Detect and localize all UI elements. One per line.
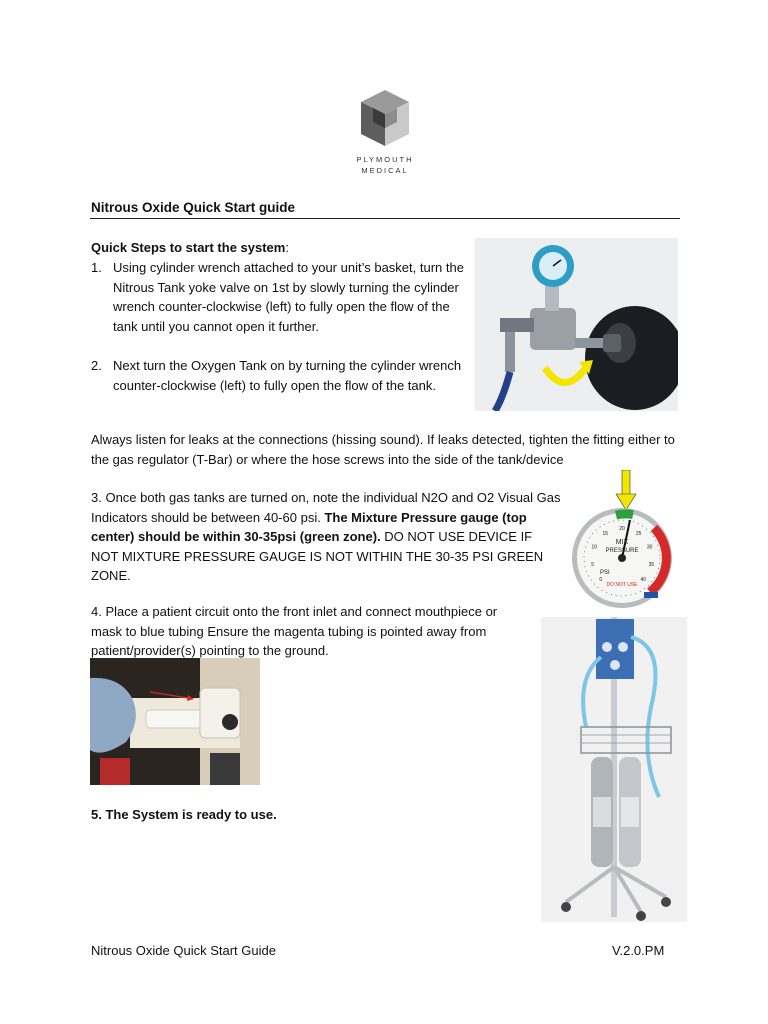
page-title: Nitrous Oxide Quick Start guide [91,200,296,215]
step-5: 5. The System is ready to use. [91,807,277,822]
gauge-tick-label: 20 [619,526,625,532]
logo-text-line2: MEDICAL [361,166,409,175]
step-3-lead: 3. Once both gas tanks are turned on, note the individual N2O and O2 Visual Gas Indicators should be between 40-60 psi. [91,490,561,525]
step-3-bold: The Mixture Pressure gauge (top center) should be within 30-35psi (green zone). [91,509,527,544]
quick-steps-heading-text: Quick Steps to start the system [91,240,286,255]
patient-circuit-photo [90,658,260,785]
logo-mark-icon [357,88,413,150]
footer-title: Nitrous Oxide Quick Start Guide [91,943,276,958]
gauge-tick-label: 40 [640,577,646,584]
gauge-tick-label: 10 [591,544,598,551]
device-cart-photo [541,617,687,922]
step-1-number: 1. [91,260,102,275]
step-2-number: 2. [91,358,102,373]
gauge-label-mix: MIX [615,539,629,546]
step-2-text: Next turn the Oxygen Tank on by turning the cylinder wrench counter-clockwise (left) to fully open the flow of the tank. [113,358,462,393]
gauge-warning-label: DO NOT USE [606,582,638,588]
title-divider [90,218,680,219]
step-3 [91,488,561,586]
logo-text-line1: PLYMOUTH [356,155,414,164]
regulator-photo [475,238,678,411]
quick-steps-heading [91,238,289,258]
gauge-tick-label: 25 [635,531,642,538]
step-1 [91,258,471,336]
quick-steps-heading-colon: : [285,240,289,255]
gauge-tick-label: 0 [599,577,603,584]
footer-version: V.2.0.PM [612,943,665,958]
step-2 [91,356,471,395]
gauge-tick-label: 5 [591,561,594,568]
gauge-label-pressure: PRESSURE [605,548,639,554]
gauge-tick-label: 30 [646,544,653,551]
step-3-warning: DO NOT USE DEVICE IF NOT MIXTURE PRESSURE GAUGE IS NOT WITHIN THE 30-35 PSI GREEN ZONE. [91,529,544,583]
plymouth-medical-logo [340,88,430,175]
gauge-tick-label: 15 [602,531,609,538]
step-1-text: Using cylinder wrench attached to your unit’s basket, turn the Nitrous Tank yoke valve on 1st by slowly turning the cylinder wrench counter-clockwise (left) to fully open the flow of the tank until you cannot open it further. [113,260,464,334]
gauge-tick-label: 35 [648,561,655,568]
gauge-label-psi: PSI [600,570,610,576]
leak-note: Always listen for leaks at the connections (hissing sound). If leaks detected, tighten the fitting either to the gas regulator (T-Bar) or where the hose screws into the side of the tank/device [91,432,675,467]
mixture-pressure-gauge-photo [570,470,674,612]
step-4: 4. Place a patient circuit onto the front inlet and connect mouthpiece or mask to blue tubing Ensure the magenta tubing is pointed away from patient/provider(s) pointing to the ground. [91,604,498,658]
